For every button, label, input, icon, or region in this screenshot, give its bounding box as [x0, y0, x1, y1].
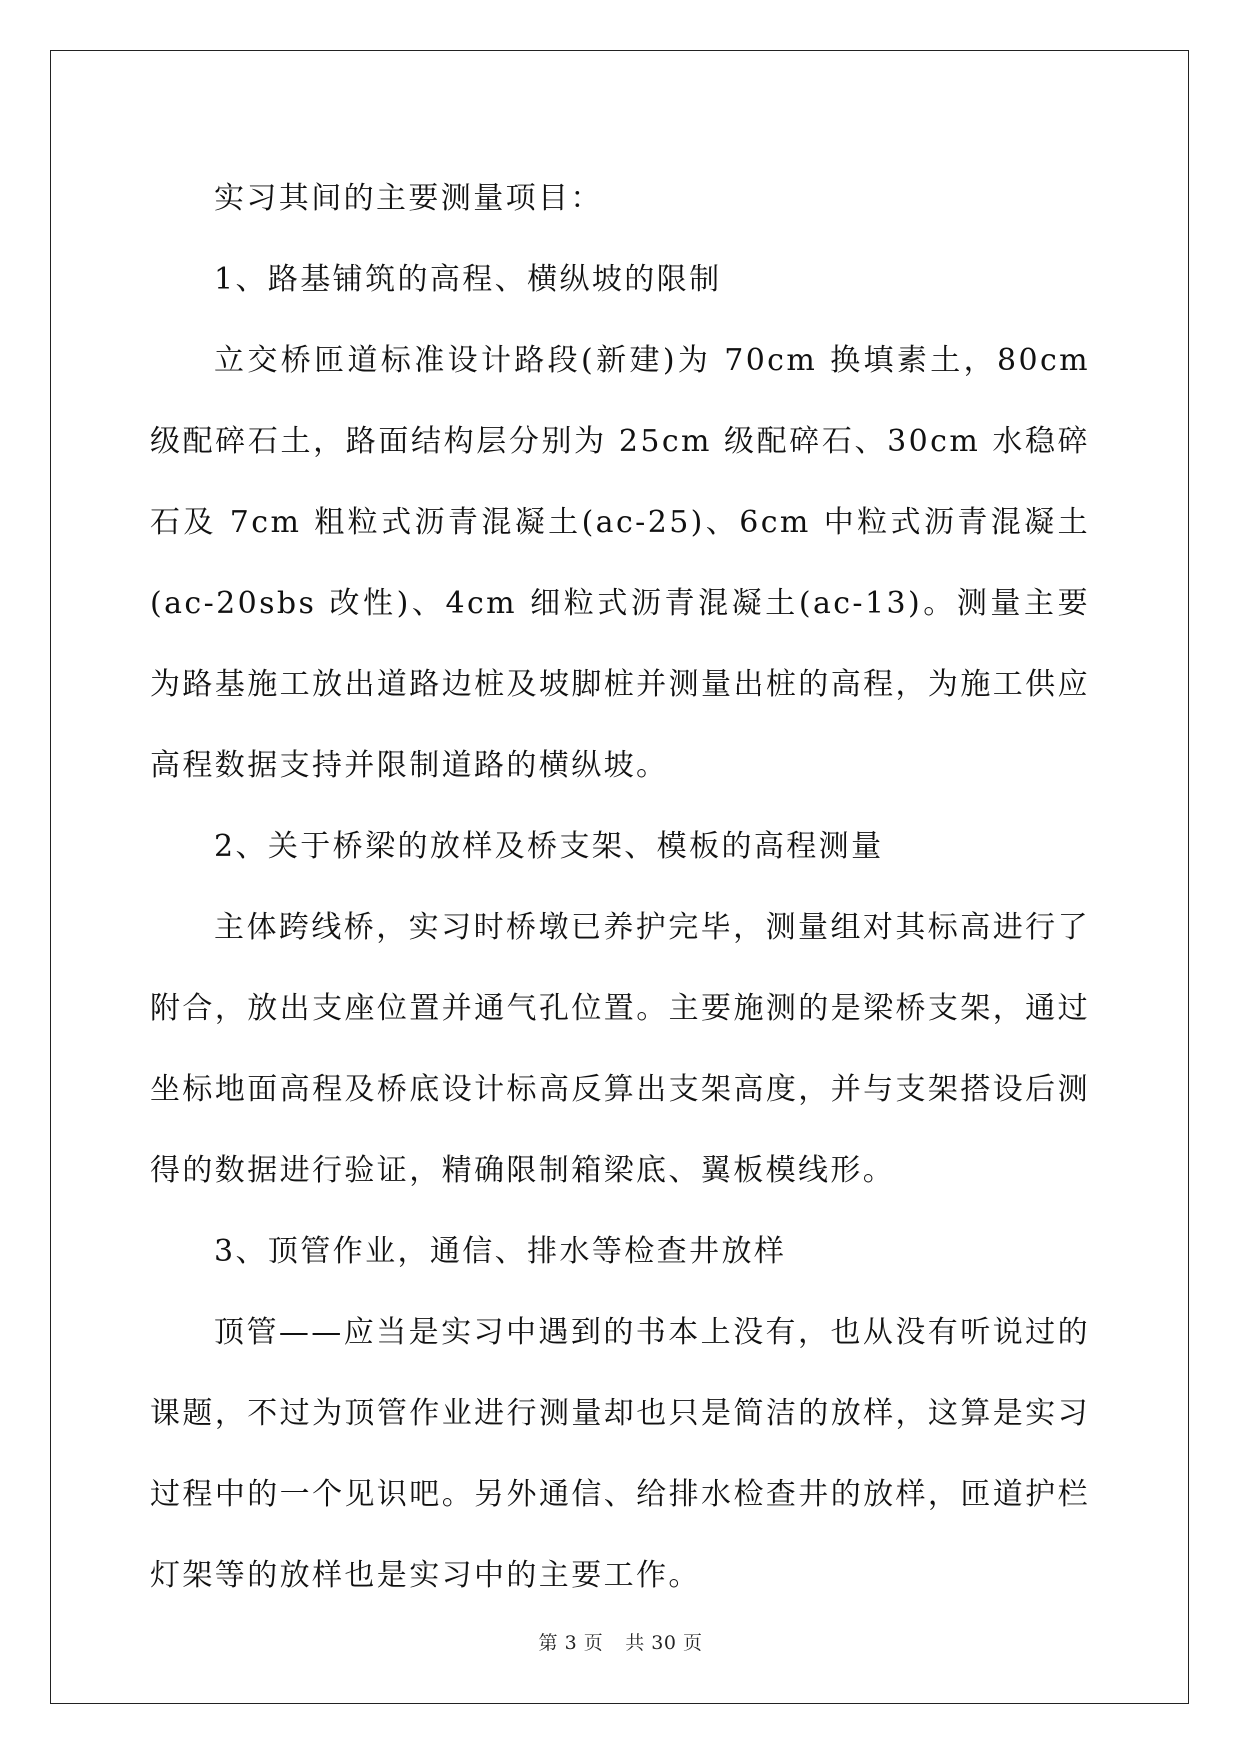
section-1-body: 立交桥匝道标准设计路段(新建)为 70cm 换填素土，80cm 级配碎石土，路面结构层分别为 25cm 级配碎石、30cm 水稳碎石及 7cm 粗粒式沥青混凝土(ac-25)、6cm 中粒式沥青混凝土(ac-20sbs 改性)、4cm 细粒式沥青混凝土(ac-13)。测量主要为路基施工放出道路边桩及坡脚桩并测量出桩的高程，为施工供应高程数据支持并限制道路的横纵坡。 [150, 343, 1090, 783]
section-2-body: 主体跨线桥，实习时桥墩已养护完毕，测量组对其标高进行了附合，放出支座位置并通气孔位置。主要施测的是梁桥支架，通过坐标地面高程及桥底设计标高反算出支架高度，并与支架搭设后测得的数据进行验证，精确限制箱梁底、翼板模线形。 [150, 910, 1090, 1188]
intro-heading: 实习其间的主要测量项目： [214, 181, 603, 216]
document-body [150, 158, 1090, 1616]
page-number: 第 3 页 [538, 1632, 604, 1654]
page-footer [0, 1628, 1241, 1655]
section-3-heading: 3、顶管作业，通信、排水等检查井放样 [214, 1234, 787, 1269]
section-2-heading: 2、关于桥梁的放样及桥支架、模板的高程测量 [214, 829, 884, 864]
section-1-heading: 1、路基铺筑的高程、横纵坡的限制 [214, 262, 722, 297]
page-total: 共 30 页 [625, 1632, 703, 1654]
section-3-body: 顶管——应当是实习中遇到的书本上没有，也从没有听说过的课题，不过为顶管作业进行测量却也只是简洁的放样，这算是实习过程中的一个见识吧。另外通信、给排水检查井的放样，匝道护栏灯架等的放样也是实习中的主要工作。 [150, 1315, 1090, 1593]
